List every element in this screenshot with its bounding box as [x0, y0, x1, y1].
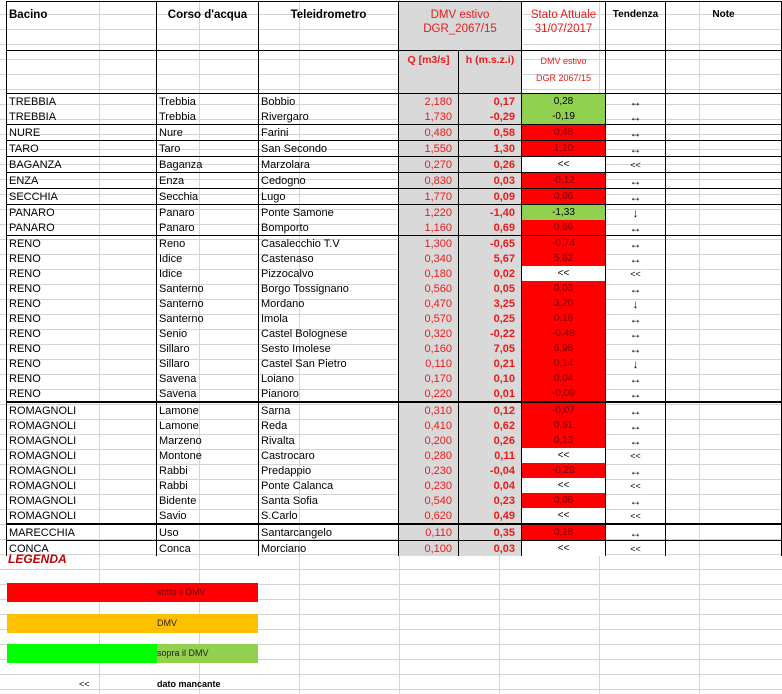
cell-bacino: BAGANZA	[7, 157, 157, 173]
cell-bacino: RENO	[7, 281, 157, 296]
cell-teleidrometro: Cedogno	[259, 173, 399, 189]
cell-tendenza: ↔	[606, 402, 666, 418]
cell-stato: <<	[522, 478, 606, 493]
cell-bacino: ROMAGNOLI	[7, 508, 157, 524]
cell-teleidrometro: Sesto Imolese	[259, 341, 399, 356]
table-row	[7, 402, 782, 418]
legend-red: sotto il DMV	[7, 583, 258, 602]
cell-stato: -0,12	[522, 173, 606, 189]
cell-tendenza: <<	[606, 478, 666, 493]
cell-note	[666, 448, 782, 463]
cell-h: 0,03	[459, 541, 522, 557]
cell-teleidrometro: S.Carlo	[259, 508, 399, 524]
cell-note	[666, 236, 782, 252]
cell-teleidrometro: Castrocaro	[259, 448, 399, 463]
cell-q: 0,160	[399, 341, 459, 356]
table-row	[7, 109, 782, 125]
cell-note	[666, 386, 782, 402]
cell-bacino: CONCA	[7, 541, 157, 557]
cell-h: 0,69	[459, 220, 522, 236]
cell-q: 1,770	[399, 189, 459, 205]
cell-stato: 3,20	[522, 296, 606, 311]
cell-teleidrometro: Castel Bolognese	[259, 326, 399, 341]
cell-tendenza: ↔	[606, 463, 666, 478]
cell-h: 0,35	[459, 524, 522, 541]
cell-corso: Panaro	[157, 220, 259, 236]
cell-h: 0,02	[459, 266, 522, 281]
cell-h: 3,25	[459, 296, 522, 311]
cell-tendenza: <<	[606, 266, 666, 281]
cell-teleidrometro: Mordano	[259, 296, 399, 311]
cell-note	[666, 141, 782, 157]
cell-bacino: RENO	[7, 251, 157, 266]
table-row	[7, 524, 782, 541]
dmv-small1: DMV estivo	[540, 56, 587, 66]
cell-note	[666, 281, 782, 296]
dmv-small	[522, 51, 606, 94]
col-corso: Corso d'acqua	[157, 2, 259, 51]
cell-tendenza: ↔	[606, 109, 666, 125]
cell-note	[666, 266, 782, 281]
table-row	[7, 157, 782, 173]
cell-bacino: PANARO	[7, 220, 157, 236]
col-stato	[522, 2, 606, 51]
cell-corso: Taro	[157, 141, 259, 157]
cell-stato: 0,16	[522, 311, 606, 326]
cell-q: 2,180	[399, 94, 459, 110]
cell-teleidrometro: Rivalta	[259, 433, 399, 448]
cell-corso: Marzeno	[157, 433, 259, 448]
cell-teleidrometro: Ponte Samone	[259, 205, 399, 221]
cell-teleidrometro: Bomporto	[259, 220, 399, 236]
h-label: h (m.s.z.i)	[459, 51, 522, 94]
cell-teleidrometro: Pianoro	[259, 386, 399, 402]
cell-h: 0,01	[459, 386, 522, 402]
cell-note	[666, 341, 782, 356]
cell-q: 0,180	[399, 266, 459, 281]
cell-corso: Savena	[157, 386, 259, 402]
cell-q: 0,100	[399, 541, 459, 557]
col-teleidrometro: Teleidrometro	[259, 2, 399, 51]
table-row	[7, 311, 782, 326]
cell-teleidrometro: Castenaso	[259, 251, 399, 266]
table-row	[7, 493, 782, 508]
cell-stato: 0,14	[522, 356, 606, 371]
cell-stato: 0,04	[522, 371, 606, 386]
cell-tendenza: ↔	[606, 341, 666, 356]
col-bacino: Bacino	[7, 2, 157, 51]
cell-bacino: ROMAGNOLI	[7, 433, 157, 448]
cell-teleidrometro: Reda	[259, 418, 399, 433]
cell-bacino: RENO	[7, 371, 157, 386]
cell-h: 0,10	[459, 371, 522, 386]
cell-tendenza: <<	[606, 157, 666, 173]
cell-tendenza: ↔	[606, 311, 666, 326]
table-row	[7, 94, 782, 110]
cell-bacino: MARECCHIA	[7, 524, 157, 541]
cell-tendenza: ↔	[606, 418, 666, 433]
cell-stato: -0,29	[522, 463, 606, 478]
cell-tendenza: ↔	[606, 173, 666, 189]
cell-bacino: ROMAGNOLI	[7, 478, 157, 493]
cell-corso: Rabbi	[157, 463, 259, 478]
cell-corso: Montone	[157, 448, 259, 463]
cell-teleidrometro: Sarna	[259, 402, 399, 418]
cell-h: 0,26	[459, 157, 522, 173]
cell-teleidrometro: Morciano	[259, 541, 399, 557]
cell-tendenza: ↔	[606, 326, 666, 341]
cell-bacino: TARO	[7, 141, 157, 157]
cell-corso: Lamone	[157, 418, 259, 433]
cell-h: -0,04	[459, 463, 522, 478]
cell-corso: Savena	[157, 371, 259, 386]
cell-note	[666, 311, 782, 326]
cell-note	[666, 418, 782, 433]
table-row	[7, 141, 782, 157]
cell-note	[666, 371, 782, 386]
cell-note	[666, 463, 782, 478]
dmv-table	[6, 1, 782, 556]
cell-q: 0,110	[399, 524, 459, 541]
cell-h: 0,26	[459, 433, 522, 448]
cell-corso: Panaro	[157, 205, 259, 221]
cell-note	[666, 125, 782, 141]
cell-q: 0,540	[399, 493, 459, 508]
cell-corso: Secchia	[157, 189, 259, 205]
cell-teleidrometro: Farini	[259, 125, 399, 141]
cell-tendenza: ↔	[606, 371, 666, 386]
cell-corso: Sillaro	[157, 356, 259, 371]
cell-h: 0,49	[459, 508, 522, 524]
cell-bacino: SECCHIA	[7, 189, 157, 205]
table-row	[7, 205, 782, 221]
cell-teleidrometro: Marzolara	[259, 157, 399, 173]
cell-tendenza: <<	[606, 541, 666, 557]
cell-q: 0,560	[399, 281, 459, 296]
cell-bacino: ROMAGNOLI	[7, 448, 157, 463]
cell-note	[666, 508, 782, 524]
cell-q: 1,160	[399, 220, 459, 236]
cell-corso: Rabbi	[157, 478, 259, 493]
cell-h: 0,11	[459, 448, 522, 463]
cell-note	[666, 173, 782, 189]
stato-line1: Stato Attuale	[530, 9, 597, 21]
cell-corso: Senio	[157, 326, 259, 341]
cell-q: 0,200	[399, 433, 459, 448]
stato-line2: 31/07/2017	[534, 23, 593, 35]
legend-orange: DMV	[7, 614, 258, 633]
cell-teleidrometro: Castel San Pietro	[259, 356, 399, 371]
cell-q: 0,570	[399, 311, 459, 326]
cell-teleidrometro: Rivergaro	[259, 109, 399, 125]
cell-bacino: RENO	[7, 356, 157, 371]
cell-q: 0,410	[399, 418, 459, 433]
cell-stato: <<	[522, 157, 606, 173]
cell-corso: Santerno	[157, 311, 259, 326]
cell-bacino: RENO	[7, 341, 157, 356]
table-row	[7, 220, 782, 236]
cell-corso: Santerno	[157, 281, 259, 296]
cell-corso: Reno	[157, 236, 259, 252]
cell-bacino: ROMAGNOLI	[7, 402, 157, 418]
cell-bacino: PANARO	[7, 205, 157, 221]
cell-stato: -0,74	[522, 236, 606, 252]
cell-stato: <<	[522, 266, 606, 281]
cell-bacino: RENO	[7, 326, 157, 341]
cell-note	[666, 251, 782, 266]
cell-bacino: ROMAGNOLI	[7, 463, 157, 478]
cell-h: 0,05	[459, 281, 522, 296]
cell-bacino: RENO	[7, 266, 157, 281]
table-row	[7, 356, 782, 371]
table-row	[7, 173, 782, 189]
table-row	[7, 418, 782, 433]
cell-h: 0,17	[459, 94, 522, 110]
cell-stato: -0,09	[522, 386, 606, 402]
cell-note	[666, 356, 782, 371]
cell-note	[666, 189, 782, 205]
cell-tendenza: ↔	[606, 433, 666, 448]
table-row	[7, 251, 782, 266]
table-row	[7, 386, 782, 402]
table-row	[7, 463, 782, 478]
cell-corso: Idice	[157, 251, 259, 266]
cell-stato: 6,98	[522, 341, 606, 356]
legend-missing-symbol: <<	[79, 679, 90, 689]
cell-bacino: RENO	[7, 236, 157, 252]
cell-h: 0,62	[459, 418, 522, 433]
cell-note	[666, 524, 782, 541]
cell-corso: Bidente	[157, 493, 259, 508]
cell-q: 0,620	[399, 508, 459, 524]
legend-missing-label: dato mancante	[157, 679, 221, 689]
cell-bacino: RENO	[7, 311, 157, 326]
cell-tendenza: ↔	[606, 493, 666, 508]
table-row	[7, 541, 782, 557]
cell-corso: Santerno	[157, 296, 259, 311]
cell-note	[666, 402, 782, 418]
cell-h: 0,03	[459, 173, 522, 189]
cell-q: 0,280	[399, 448, 459, 463]
dmv-small2: DGR 2067/15	[535, 73, 592, 83]
cell-h: -0,22	[459, 326, 522, 341]
cell-q: 1,550	[399, 141, 459, 157]
cell-corso: Enza	[157, 173, 259, 189]
cell-q: 0,310	[399, 402, 459, 418]
cell-h: 7,05	[459, 341, 522, 356]
cell-q: 1,220	[399, 205, 459, 221]
cell-stato: <<	[522, 541, 606, 557]
cell-note	[666, 296, 782, 311]
cell-stato: -0,19	[522, 109, 606, 125]
cell-tendenza: ↔	[606, 524, 666, 541]
cell-h: 1,30	[459, 141, 522, 157]
cell-q: 0,480	[399, 125, 459, 141]
cell-stato: 0,13	[522, 433, 606, 448]
cell-stato: 5,62	[522, 251, 606, 266]
cell-stato: -0,07	[522, 402, 606, 418]
cell-q: 0,220	[399, 386, 459, 402]
cell-tendenza: <<	[606, 448, 666, 463]
col-dmv	[399, 2, 522, 51]
cell-stato: <<	[522, 448, 606, 463]
cell-stato: -0,48	[522, 326, 606, 341]
table-row	[7, 236, 782, 252]
cell-note	[666, 94, 782, 110]
cell-h: 0,12	[459, 402, 522, 418]
cell-stato: 1,10	[522, 141, 606, 157]
cell-tendenza: <<	[606, 508, 666, 524]
cell-q: 0,170	[399, 371, 459, 386]
cell-q: 0,320	[399, 326, 459, 341]
table-row	[7, 281, 782, 296]
table-row	[7, 125, 782, 141]
cell-bacino: ROMAGNOLI	[7, 493, 157, 508]
cell-corso: Nure	[157, 125, 259, 141]
col-note: Note	[666, 2, 782, 51]
cell-h: 5,67	[459, 251, 522, 266]
cell-tendenza: ↔	[606, 251, 666, 266]
header-row	[7, 2, 782, 51]
cell-corso: Sillaro	[157, 341, 259, 356]
cell-note	[666, 205, 782, 221]
cell-q: 0,270	[399, 157, 459, 173]
cell-teleidrometro: Loiano	[259, 371, 399, 386]
legend-title: LEGENDA	[8, 552, 67, 566]
q-label: Q [m3/s]	[399, 51, 459, 94]
cell-stato: 0,18	[522, 524, 606, 541]
dmv-line2: DGR_2067/15	[423, 23, 497, 35]
cell-bacino: ROMAGNOLI	[7, 418, 157, 433]
cell-stato: 0,66	[522, 220, 606, 236]
cell-tendenza: ↔	[606, 125, 666, 141]
cell-h: 0,21	[459, 356, 522, 371]
legend-missing	[7, 677, 258, 691]
cell-bacino: ENZA	[7, 173, 157, 189]
cell-h: -0,29	[459, 109, 522, 125]
table-row	[7, 326, 782, 341]
cell-q: 1,300	[399, 236, 459, 252]
cell-h: 0,04	[459, 478, 522, 493]
legend-green-label: sopra il DMV	[157, 648, 209, 658]
cell-q: 0,340	[399, 251, 459, 266]
cell-stato: 0,48	[522, 125, 606, 141]
table-row	[7, 433, 782, 448]
cell-tendenza: ↔	[606, 220, 666, 236]
cell-q: 0,110	[399, 356, 459, 371]
cell-tendenza: ↔	[606, 236, 666, 252]
cell-teleidrometro: Santarcangelo	[259, 524, 399, 541]
cell-tendenza: ↓	[606, 296, 666, 311]
cell-bacino: NURE	[7, 125, 157, 141]
cell-h: 0,09	[459, 189, 522, 205]
cell-stato: 0,51	[522, 418, 606, 433]
cell-stato: 0,03	[522, 281, 606, 296]
cell-stato: -1,33	[522, 205, 606, 221]
col-tendenza: Tendenza	[606, 2, 666, 51]
cell-corso: Baganza	[157, 157, 259, 173]
cell-teleidrometro: Predappio	[259, 463, 399, 478]
cell-stato: <<	[522, 508, 606, 524]
cell-note	[666, 326, 782, 341]
cell-tendenza: ↔	[606, 189, 666, 205]
cell-h: 0,23	[459, 493, 522, 508]
subheader-row	[7, 51, 782, 94]
cell-corso: Idice	[157, 266, 259, 281]
cell-tendenza: ↔	[606, 141, 666, 157]
table-row	[7, 448, 782, 463]
table-row	[7, 266, 782, 281]
cell-corso: Savio	[157, 508, 259, 524]
table-row	[7, 508, 782, 524]
cell-q: 0,230	[399, 463, 459, 478]
cell-bacino: TREBBIA	[7, 109, 157, 125]
cell-tendenza: ↔	[606, 281, 666, 296]
cell-stato: 0,06	[522, 189, 606, 205]
table-row	[7, 189, 782, 205]
cell-tendenza: ↔	[606, 94, 666, 110]
cell-corso: Uso	[157, 524, 259, 541]
cell-note	[666, 157, 782, 173]
cell-note	[666, 478, 782, 493]
cell-tendenza: ↓	[606, 205, 666, 221]
cell-tendenza: ↔	[606, 386, 666, 402]
cell-teleidrometro: Borgo Tossignano	[259, 281, 399, 296]
table-row	[7, 341, 782, 356]
cell-h: 0,25	[459, 311, 522, 326]
cell-note	[666, 220, 782, 236]
cell-q: 0,230	[399, 478, 459, 493]
cell-h: 0,58	[459, 125, 522, 141]
cell-stato: 0,08	[522, 493, 606, 508]
table-row	[7, 371, 782, 386]
cell-q: 0,830	[399, 173, 459, 189]
cell-corso: Conca	[157, 541, 259, 557]
cell-teleidrometro: Casalecchio T.V	[259, 236, 399, 252]
cell-note	[666, 109, 782, 125]
cell-h: -0,65	[459, 236, 522, 252]
cell-corso: Trebbia	[157, 109, 259, 125]
cell-bacino: RENO	[7, 386, 157, 402]
table-row	[7, 478, 782, 493]
cell-teleidrometro: Lugo	[259, 189, 399, 205]
cell-bacino: RENO	[7, 296, 157, 311]
cell-q: 0,470	[399, 296, 459, 311]
cell-teleidrometro: Bobbio	[259, 94, 399, 110]
cell-teleidrometro: Santa Sofia	[259, 493, 399, 508]
cell-q: 1,730	[399, 109, 459, 125]
cell-corso: Lamone	[157, 402, 259, 418]
legend-green	[7, 644, 258, 663]
cell-h: -1,40	[459, 205, 522, 221]
table-row	[7, 296, 782, 311]
cell-note	[666, 493, 782, 508]
cell-tendenza: ↓	[606, 356, 666, 371]
cell-note	[666, 433, 782, 448]
cell-note	[666, 541, 782, 557]
cell-teleidrometro: San Secondo	[259, 141, 399, 157]
cell-bacino: TREBBIA	[7, 94, 157, 110]
cell-teleidrometro: Imola	[259, 311, 399, 326]
cell-teleidrometro: Ponte Calanca	[259, 478, 399, 493]
cell-stato: 0,28	[522, 94, 606, 110]
cell-corso: Trebbia	[157, 94, 259, 110]
dmv-line1: DMV estivo	[430, 9, 490, 21]
cell-teleidrometro: Pizzocalvo	[259, 266, 399, 281]
